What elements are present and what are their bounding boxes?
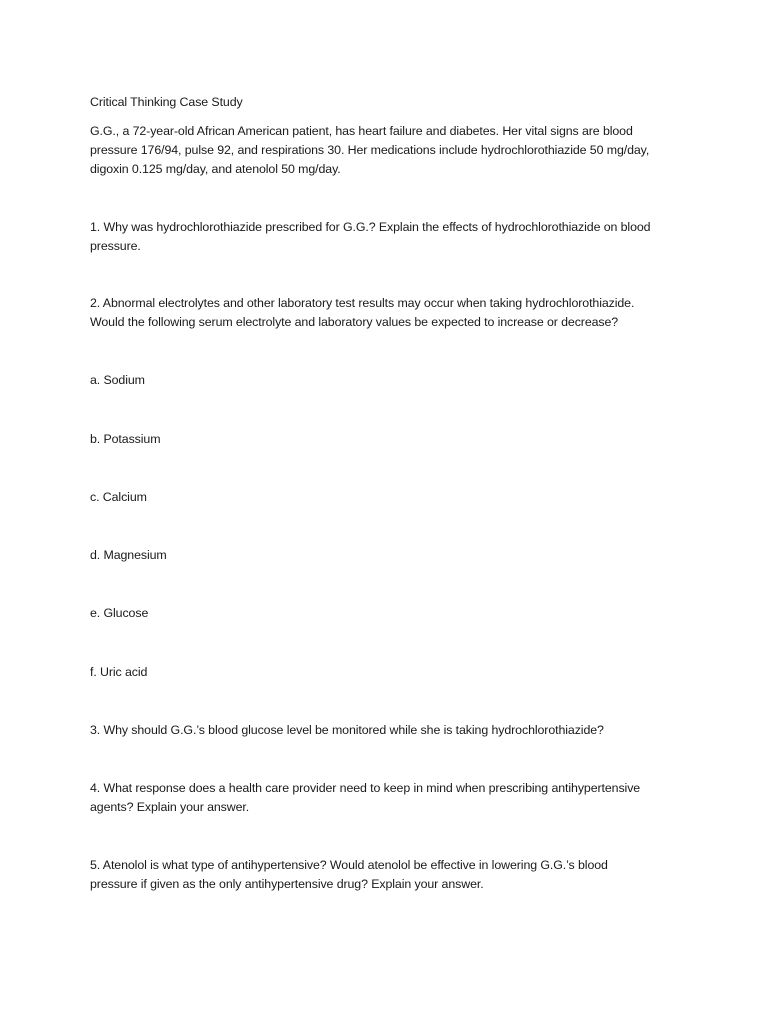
- item-glucose: e. Glucose: [90, 606, 149, 620]
- document-title: Critical Thinking Case Study: [90, 95, 243, 109]
- item-uric-acid: f. Uric acid: [90, 665, 148, 679]
- question-1-line-1: 1. Why was hydrochlorothiazide prescribed for G.G.? Explain the effects of hydrochlorothiazide on blood: [90, 220, 651, 234]
- question-3-line-1: 3. Why should G.G.’s blood glucose level be monitored while she is taking hydrochlorothiazide?: [90, 723, 604, 737]
- question-5-line-2: pressure if given as the only antihypertensive drug? Explain your answer.: [90, 877, 484, 891]
- item-magnesium: d. Magnesium: [90, 548, 167, 562]
- intro-line-1: G.G., a 72-year-old African American patient, has heart failure and diabetes. Her vital signs are blood: [90, 124, 633, 138]
- question-2-line-2: Would the following serum electrolyte and laboratory values be expected to increase or decrease?: [90, 315, 619, 329]
- intro-line-3: digoxin 0.125 mg/day, and atenolol 50 mg/day.: [90, 162, 341, 176]
- item-sodium: a. Sodium: [90, 373, 145, 387]
- question-5-line-1: 5. Atenolol is what type of antihypertensive? Would atenolol be effective in lowering G.G.’s blood: [90, 858, 608, 872]
- question-4-line-2: agents? Explain your answer.: [90, 800, 250, 814]
- item-potassium: b. Potassium: [90, 432, 161, 446]
- intro-line-2: pressure 176/94, pulse 92, and respirations 30. Her medications include hydrochlorothiazide 50 mg/day,: [90, 143, 650, 157]
- question-4-line-1: 4. What response does a health care provider need to keep in mind when prescribing antihypertensive: [90, 781, 641, 795]
- item-calcium: c. Calcium: [90, 490, 147, 504]
- question-1-line-2: pressure.: [90, 239, 141, 253]
- question-2-line-1: 2. Abnormal electrolytes and other laboratory test results may occur when taking hydrochlorothiazide.: [90, 296, 635, 310]
